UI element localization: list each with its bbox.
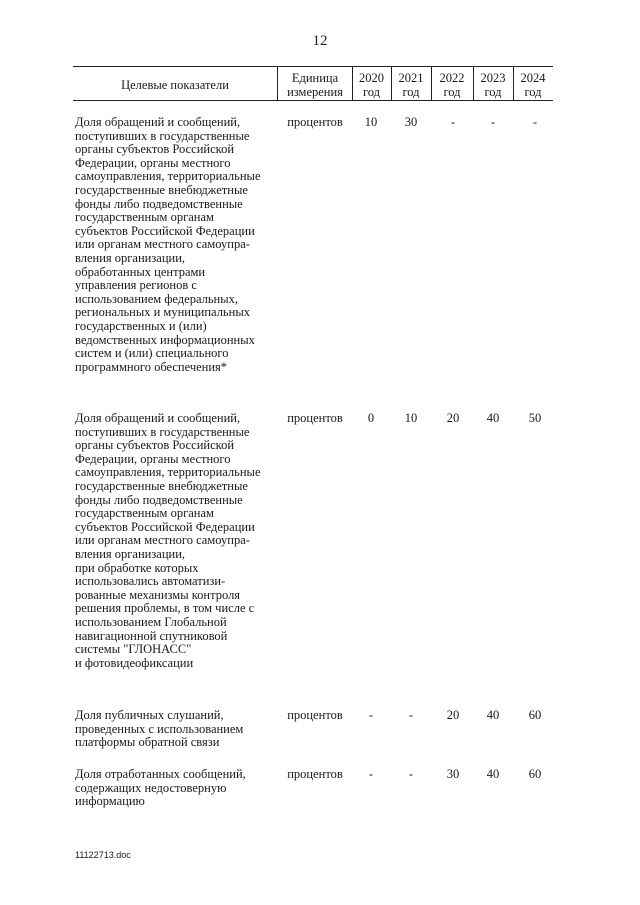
header-unit-line-2: измерения: [287, 85, 343, 99]
value-2021: -: [408, 767, 414, 781]
indicator-line: региональных и муниципальных: [75, 305, 250, 320]
header-year-2022: [431, 70, 473, 100]
row-unit: процентов: [287, 115, 343, 129]
indicator-line: Федерации, органы местного: [75, 451, 231, 466]
value-2022: 30: [446, 767, 460, 781]
indicator-line: поступивших в государственные: [75, 424, 250, 439]
indicator-line: фонды либо подведомственные: [75, 492, 243, 507]
indicator-line: фонды либо подведомственные: [75, 196, 243, 211]
indicator-line: государственные внебюджетные: [75, 182, 248, 197]
row-unit: процентов: [287, 767, 343, 781]
indicator-line: проведенных с использованием: [75, 721, 244, 736]
header-year-suffix: год: [362, 85, 381, 99]
indicator-line: Доля обращений и сообщений,: [75, 411, 241, 425]
header-year: 2023: [480, 71, 506, 85]
header-year-suffix: год: [443, 85, 461, 99]
value-2023: 40: [486, 708, 500, 722]
indicator-line: решения проблемы, в том числе с: [75, 601, 255, 616]
indicator-line: использованием федеральных,: [75, 291, 239, 306]
header-year: 2021: [398, 71, 424, 85]
indicator-line: Федерации, органы местного: [75, 155, 231, 170]
row-indicator: [75, 116, 275, 374]
header-year-2024: [513, 70, 553, 100]
table-header-top-rule: [73, 66, 553, 67]
value-2020: -: [368, 708, 374, 722]
indicator-line: использованием Глобальной: [75, 614, 227, 629]
footer-file-name: 11122713.doc: [75, 850, 131, 860]
indicator-line: информацию: [75, 794, 145, 809]
header-year-suffix: год: [484, 85, 502, 99]
table-header-bottom-rule: [73, 100, 553, 101]
value-2022: 20: [446, 708, 460, 722]
indicator-line: или органам местного самоупра-: [75, 237, 250, 252]
value-2024: 50: [528, 411, 542, 425]
value-2021: -: [408, 708, 414, 722]
header-year-suffix: год: [524, 85, 542, 99]
header-year-2020: [352, 70, 391, 100]
value-2024: -: [532, 115, 538, 129]
indicator-line: навигационной спутниковой: [75, 628, 228, 643]
row-indicator: [75, 709, 275, 750]
value-2023: -: [490, 115, 496, 129]
indicator-line: платформы обратной связи: [75, 735, 220, 750]
indicator-line: государственным органам: [75, 506, 214, 521]
row-unit: процентов: [287, 708, 343, 722]
indicator-line: самоуправления, территориальные: [75, 465, 261, 480]
indicator-line: управления регионов с: [75, 278, 197, 293]
indicator-line: органы субъектов Российской: [75, 142, 235, 157]
indicator-line: поступивших в государственные: [75, 128, 250, 143]
header-unit-line-1: Единица: [291, 71, 339, 85]
indicator-line: обработанных центрами: [75, 264, 206, 279]
indicator-line: субъектов Российской Федерации: [75, 519, 255, 534]
indicator-line: или органам местного самоупра-: [75, 533, 250, 548]
indicator-line: содержащих недостоверную: [75, 780, 227, 795]
header-unit: [278, 70, 352, 100]
value-2021: 30: [404, 115, 418, 129]
indicator-line: при обработке которых: [75, 560, 199, 575]
header-year: 2022: [439, 71, 465, 85]
indicator-line: Доля публичных слушаний,: [75, 708, 224, 722]
value-2023: 40: [486, 767, 500, 781]
indicator-line: и фотовидеофиксации: [75, 655, 194, 670]
row-indicator: [75, 768, 275, 809]
indicator-line: использовались автоматизи-: [75, 574, 226, 589]
header-year-2021: [391, 70, 431, 100]
value-2022: 20: [446, 411, 460, 425]
indicator-line: Доля обращений и сообщений,: [75, 115, 241, 129]
value-2020: 10: [364, 115, 378, 129]
header-year: 2024: [520, 71, 546, 85]
indicator-line: государственным органам: [75, 210, 214, 225]
indicator-line: вления организации,: [75, 546, 186, 561]
header-year-suffix: год: [402, 85, 420, 99]
value-2022: -: [450, 115, 456, 129]
header-indicator: Целевые показатели: [121, 78, 229, 92]
row-unit: процентов: [287, 411, 343, 425]
row-indicator: [75, 412, 275, 670]
indicator-line: Доля отработанных сообщений,: [75, 767, 246, 781]
indicator-line: органы субъектов Российской: [75, 438, 235, 453]
value-2023: 40: [486, 411, 500, 425]
indicator-line: государственные внебюджетные: [75, 478, 248, 493]
indicator-line: рованные механизмы контроля: [75, 587, 241, 602]
value-2024: 60: [528, 708, 542, 722]
indicator-line: систем и (или) специального: [75, 346, 229, 361]
indicator-line: вления организации,: [75, 250, 186, 265]
value-2021: 10: [404, 411, 418, 425]
indicator-line: системы "ГЛОНАСС": [75, 642, 192, 657]
header-year: 2020: [359, 71, 384, 85]
value-2024: 60: [528, 767, 542, 781]
header-year-2023: [473, 70, 513, 100]
indicator-line: самоуправления, территориальные: [75, 169, 261, 184]
indicator-line: программного обеспечения*: [75, 359, 228, 374]
page-number: 12: [312, 33, 328, 49]
indicator-line: субъектов Российской Федерации: [75, 223, 255, 238]
indicator-line: государственных и (или): [75, 318, 207, 333]
value-2020: 0: [367, 411, 375, 425]
indicator-line: ведомственных информационных: [75, 332, 255, 347]
value-2020: -: [368, 767, 374, 781]
